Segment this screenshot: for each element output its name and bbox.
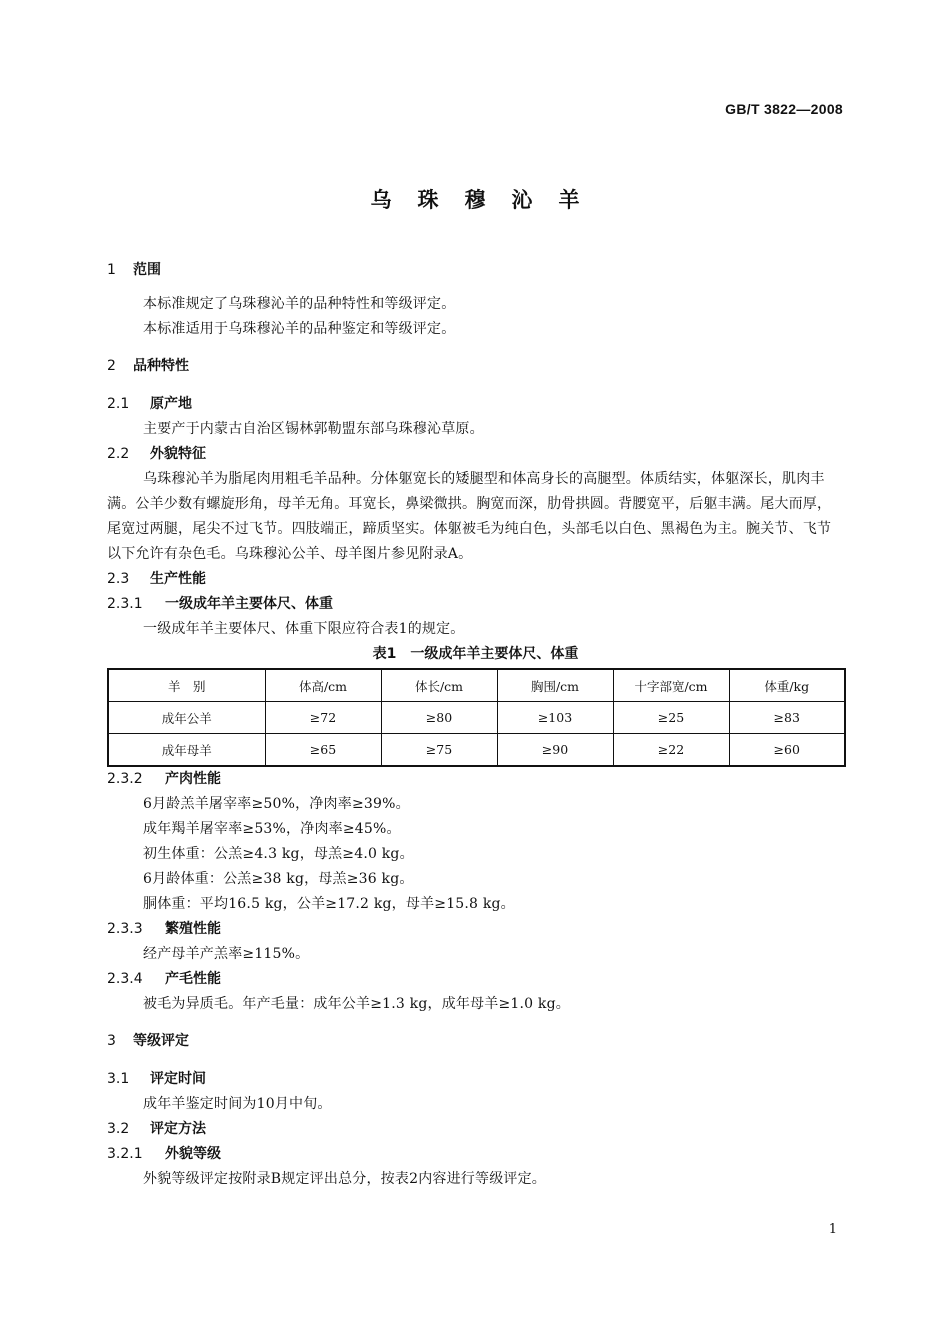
table-header-cell: 体重/kg <box>729 669 845 702</box>
section-label: 评定方法 <box>150 1121 206 1137</box>
table-row <box>108 734 845 767</box>
paragraph: 6月龄体重：公羔≥38 kg，母羔≥36 kg。 <box>143 871 414 887</box>
paragraph: 6月龄羔羊屠宰率≥50%，净肉率≥39%。 <box>143 796 410 812</box>
table-header-cell: 体高/cm <box>265 669 381 702</box>
section-label: 繁殖性能 <box>165 921 221 937</box>
table-cell: ≥65 <box>265 734 381 767</box>
table-cell: ≥22 <box>613 734 729 767</box>
table-header-cell: 十字部宽/cm <box>613 669 729 702</box>
section-label: 等级评定 <box>133 1033 189 1049</box>
table-cell: ≥90 <box>497 734 613 767</box>
section-label: 产毛性能 <box>165 971 221 987</box>
section-label: 外貌等级 <box>165 1146 221 1162</box>
section-number: 2.3.4 <box>107 971 143 987</box>
table-header-row <box>108 669 845 702</box>
section-number: 1 <box>107 262 116 278</box>
section-3-2-heading <box>107 1117 844 1142</box>
section-number: 2.3 <box>107 571 130 587</box>
table-cell: ≥103 <box>497 702 613 734</box>
section-number: 3.2.1 <box>107 1146 143 1162</box>
paragraph: 一级成年羊主要体尺、体重下限应符合表1的规定。 <box>143 621 465 637</box>
table-row <box>108 702 845 734</box>
section-number: 2.3.3 <box>107 921 143 937</box>
section-number: 2.1 <box>107 396 130 412</box>
section-3-heading <box>107 1029 844 1053</box>
section-label: 评定时间 <box>150 1071 206 1087</box>
paragraph: 成年羊鉴定时间为10月中旬。 <box>143 1096 332 1112</box>
section-2-3-1-heading <box>107 592 844 617</box>
section-2-3-4-heading <box>107 967 844 992</box>
section-number: 3.2 <box>107 1121 130 1137</box>
table-cell: ≥60 <box>729 734 845 767</box>
section-2-3-heading <box>107 567 844 592</box>
section-2-3-2-heading <box>107 767 844 792</box>
paragraph: 本标准规定了乌珠穆沁羊的品种特性和等级评定。 <box>143 296 456 312</box>
section-number: 2.3.2 <box>107 771 143 787</box>
standard-code: GB/T 3822—2008 <box>725 101 843 117</box>
paragraph: 成年羯羊屠宰率≥53%，净肉率≥45%。 <box>143 821 401 837</box>
document-title: 乌珠穆沁羊 <box>370 188 606 212</box>
section-2-1-heading <box>107 392 844 417</box>
paragraph: 主要产于内蒙古自治区锡林郭勒盟东部乌珠穆沁草原。 <box>143 421 484 437</box>
section-2-3-3-heading <box>107 917 844 942</box>
section-label: 产肉性能 <box>165 771 221 787</box>
table-cell: 成年公羊 <box>108 702 265 734</box>
section-label: 品种特性 <box>133 358 189 374</box>
paragraph: 胴体重：平均16.5 kg，公羊≥17.2 kg，母羊≥15.8 kg。 <box>143 896 515 912</box>
section-label: 外貌特征 <box>150 446 206 462</box>
paragraph: 外貌等级评定按附录B规定评出总分，按表2内容进行等级评定。 <box>143 1171 546 1187</box>
section-label: 一级成年羊主要体尺、体重 <box>165 596 333 612</box>
section-number: 2.2 <box>107 446 130 462</box>
section-3-1-heading <box>107 1067 844 1092</box>
section-2-2-heading <box>107 442 844 467</box>
table-caption: 表1 一级成年羊主要体尺、体重 <box>372 646 579 662</box>
table-header-cell: 胸围/cm <box>497 669 613 702</box>
section-number: 3.1 <box>107 1071 130 1087</box>
table-cell: 成年母羊 <box>108 734 265 767</box>
section-1-heading <box>107 258 844 282</box>
section-number: 3 <box>107 1033 116 1049</box>
section-label: 范围 <box>133 262 161 278</box>
table-cell: ≥75 <box>381 734 497 767</box>
page-number: 1 <box>828 1222 837 1237</box>
table-cell: ≥80 <box>381 702 497 734</box>
paragraph: 乌珠穆沁羊为脂尾肉用粗毛羊品种。分体躯宽长的矮腿型和体高身长的高腿型。体质结实，体躯深长，肌肉丰满。公羊少数有螺旋形角，母羊无角。耳宽长，鼻梁微拱。胸宽而深，肋骨拱圆。背腰宽平，后躯丰满。尾大而厚，尾宽过两腿，尾尖不过飞节。四肢端正，蹄质坚实。体躯被毛为纯白色，头部毛以白色、黑褐色为主。腕关节、飞节以下允许有杂色毛。乌珠穆沁公羊、母羊图片参见附录A。 <box>107 471 832 562</box>
table-cell: ≥25 <box>613 702 729 734</box>
paragraph: 被毛为异质毛。年产毛量：成年公羊≥1.3 kg，成年母羊≥1.0 kg。 <box>143 996 570 1012</box>
table-cell: ≥72 <box>265 702 381 734</box>
paragraph: 本标准适用于乌珠穆沁羊的品种鉴定和等级评定。 <box>143 321 456 337</box>
body-measurement-table <box>107 668 846 767</box>
paragraph: 初生体重：公羔≥4.3 kg，母羔≥4.0 kg。 <box>143 846 414 862</box>
table-header-cell: 体长/cm <box>381 669 497 702</box>
table-header-cell: 羊 别 <box>108 669 265 702</box>
section-label: 生产性能 <box>150 571 206 587</box>
section-number: 2 <box>107 358 116 374</box>
section-label: 原产地 <box>150 396 192 412</box>
section-number: 2.3.1 <box>107 596 143 612</box>
paragraph: 经产母羊产羔率≥115%。 <box>143 946 310 962</box>
section-3-2-1-heading <box>107 1142 844 1167</box>
section-2-heading <box>107 354 844 378</box>
table-cell: ≥83 <box>729 702 845 734</box>
document-body <box>107 258 844 1192</box>
